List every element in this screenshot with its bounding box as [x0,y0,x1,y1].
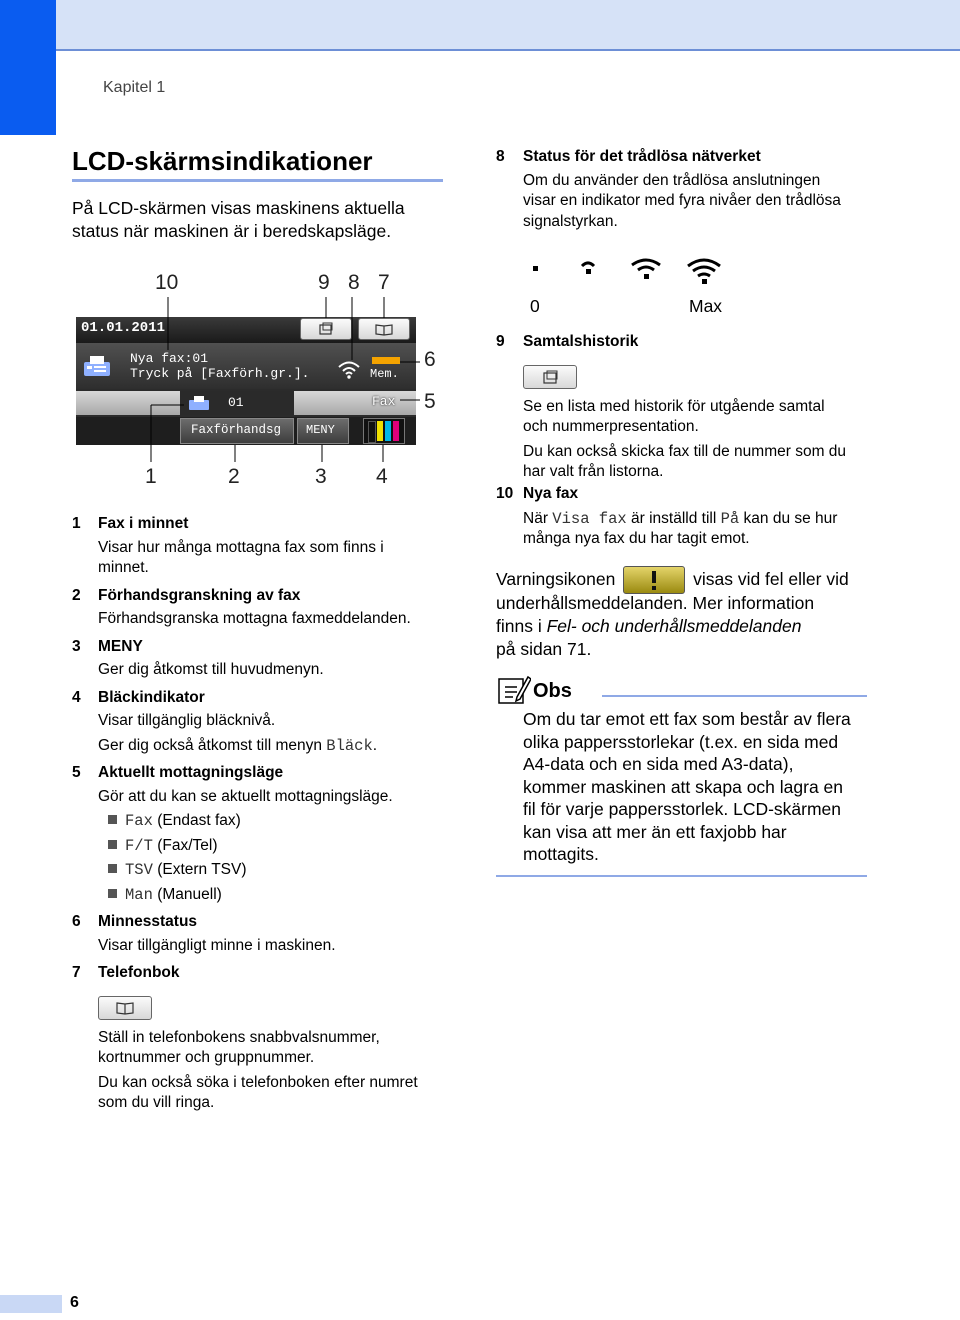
callout-6: 6 [424,348,436,371]
intro-paragraph: På LCD-skärmen visas maskinens aktuella status när maskinen är i beredskapsläge. [72,198,405,241]
memory-label: Mem. [370,367,399,381]
callout-7: 7 [378,271,390,294]
signal-level-2-icon [632,260,660,279]
callout-1: 1 [145,465,157,488]
note-bottom-rule [496,875,867,877]
signal-level-3-icon [688,260,720,284]
signal-scale-min: 0 [530,296,540,316]
list-item: 6 Minnesstatus Visar tillgängligt minne i maskinen. [72,913,336,954]
phonebook-key [98,996,152,1020]
callout-5: 5 [424,390,436,413]
callout-3: 3 [315,465,327,488]
page-number: 6 [70,1294,79,1311]
note-body: Om du tar emot ett fax som består av flera olika pappersstorlekar (t.ex. en sida med A4-data och en sida med A3-data), kommer maskinen att skapa och lagra en fil för varje pappersstorlek. LCD-skärmen kan visa att mer än ett faxjobb har mottagits. [523,709,851,864]
callout-4: 4 [376,465,388,488]
page-title: LCD-skärmsindikationer [72,146,373,176]
list-item: 7 Telefonbok Ställ in telefonbokens snabbvalsnummer, kortnummer och gruppnummer. Du kan också söka i telefonboken efter numret som du vill ringa. [72,964,418,1111]
callout-2: 2 [228,465,240,488]
signal-level-0-icon [533,266,538,271]
lcd-date: 01.01.2011 [81,320,166,336]
list-item: 1 Fax i minnet Visar hur många mottagna fax som finns i minnet. [72,515,384,576]
signal-strength-levels [528,258,728,288]
list-item: 10 Nya fax När Visa fax är inställd till På kan du se hur många nya fax du har tagit emot. [496,485,838,547]
callout-8: 8 [348,271,360,294]
fax-preview-button[interactable]: Faxförhandsg [180,418,294,444]
note-icon [497,673,531,707]
list-item: 9 Samtalshistorik Se en lista med historik för utgående samtal och nummerpresentation. Du kan också skicka fax till de nummer som du har valt från listorna. [496,333,847,480]
list-item: 5 Aktuellt mottagningsläge Gör att du kan se aktuellt mottagningsläge. Fax (Endast fax) F/T (Fax/Tel) TSV (Extern TSV) Man (Manuell) [72,763,452,905]
mode-item: Man (Manuell) [108,885,452,906]
receive-mode: Fax [372,394,396,409]
call-history-icon [524,366,576,388]
fax-count: 01 [228,395,244,410]
mode-item: F/T (Fax/Tel) [108,836,452,857]
note-title-rule [602,695,867,697]
signal-level-1-icon [582,263,594,274]
warning-paragraph: Varningsikonen visas vid fel eller vid underhållsmeddelanden. Mer information finns i Fel- och underhållsmeddelanden på sidan 71. [496,566,876,661]
menu-button[interactable]: MENY [297,418,349,444]
warning-icon [623,566,685,594]
mode-item: Fax (Endast fax) [108,811,452,832]
callout-10: 10 [155,271,179,294]
footer-bar [0,1295,62,1313]
mode-item: TSV (Extern TSV) [108,860,452,881]
chapter-label: Kapitel 1 [103,79,166,96]
lcd-message: Nya fax:01 Tryck på [Faxförh.gr.]. [130,351,310,381]
note-title: Obs [533,680,572,702]
call-history-key [523,365,577,389]
list-item: 4 Bläckindikator Visar tillgänglig bläcknivå. Ger dig också åtkomst till menyn Bläck. [72,688,378,755]
signal-scale-max: Max [689,296,723,316]
legend-list-left [72,514,452,1114]
list-item: 3 MENY Ger dig åtkomst till huvudmenyn. [72,637,324,678]
callout-9: 9 [318,271,330,294]
list-item: 8 Status för det trådlösa nätverket Om du använder den trådlösa anslutningen visar en indikator med fyra nivåer den trådlösa signalstyrkan. [496,148,841,230]
list-item: 2 Förhandsgranskning av fax Förhandsgranska mottagna faxmeddelanden. [72,586,411,627]
phonebook-icon [99,997,151,1019]
